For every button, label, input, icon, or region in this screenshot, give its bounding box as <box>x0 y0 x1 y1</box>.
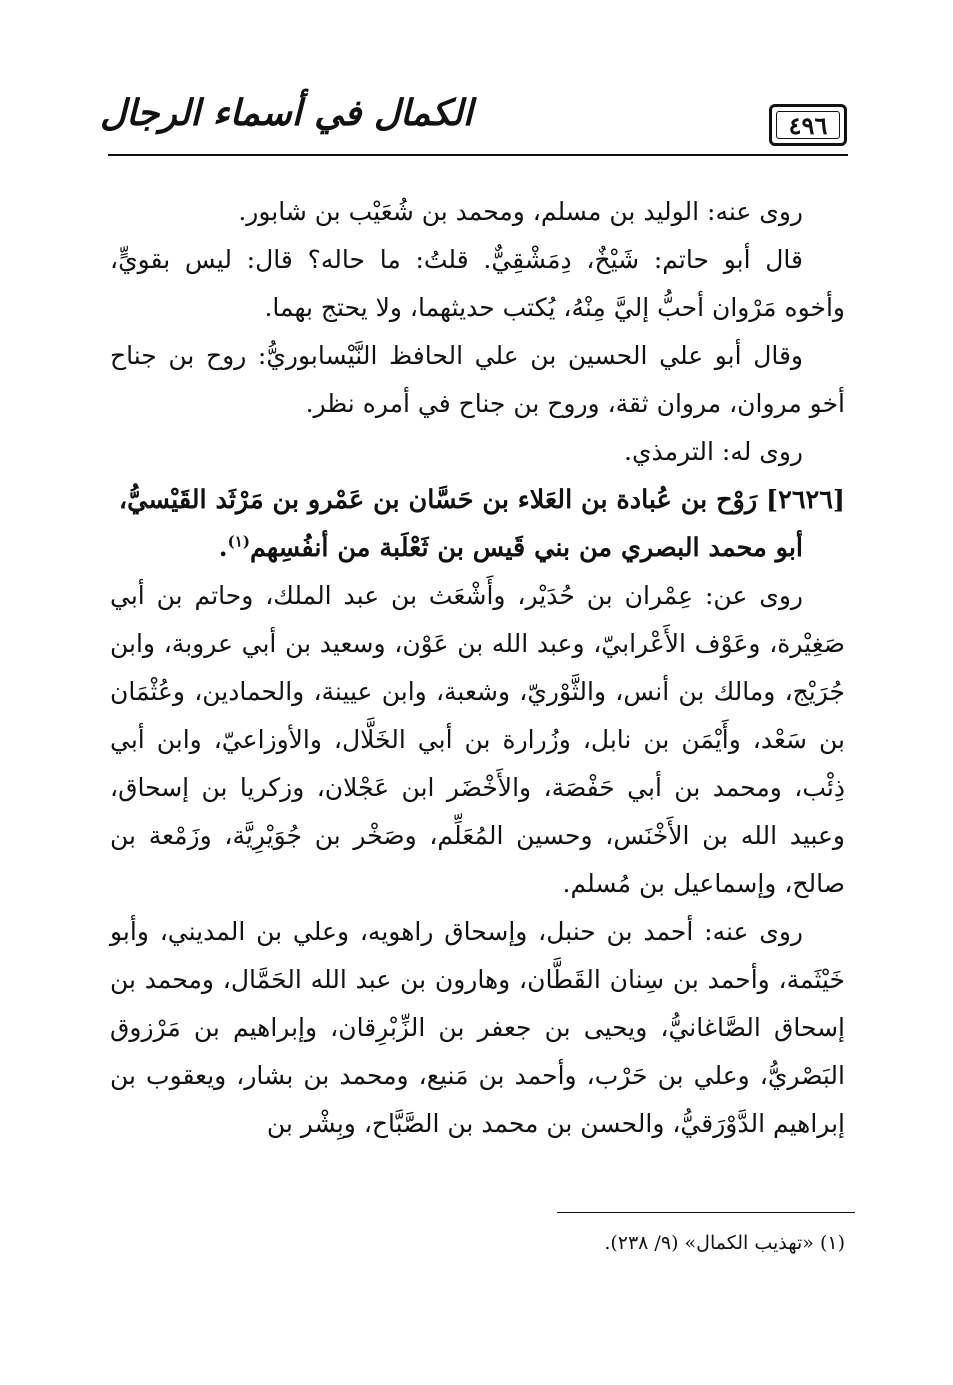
entry-heading-trailing: . <box>218 533 228 563</box>
entry-heading-line2-wrap <box>110 524 845 572</box>
page-number: ٤٩٦ <box>769 104 847 146</box>
paragraph-students: روى عنه: أحمد بن حنبل، وإسحاق راهويه، وعلي بن المديني، وأبو خَيْثَمة، وأحمد بن سِنان القَطَّان، وهارون بن عبد الله الحَمَّال، ومحمد بن إسحاق الصَّاغانيُّ، ويحيى بن جعفر بن الزِّبْرِقان، وإبراهيم بن مَرْزوق البَصْريُّ، وعلي بن حَرْب، وأحمد بن مَنيع، ومحمد بن بشار، ويعقوب بن إبراهيم الدَّوْرَقيُّ، والحسن بن محمد بن الصَّبَّاح، وبِشْر بن <box>110 917 845 1138</box>
running-title: الكمال في أسماء الرجال <box>100 92 473 134</box>
entry-heading <box>110 476 845 572</box>
footnote-1: (١) «تهذيب الكمال» (٩/ ٢٣٨). <box>604 1232 845 1254</box>
paragraph-naysaburi: وقال أبو علي الحسين بن علي الحافظ النَّيْسابوريُّ: روح بن جناح أخو مروان، مروان ثقة، وروح بن جناح في أمره نظر. <box>110 341 845 418</box>
entry-heading-line2: أبو محمد البصري من بني قَيس بن ثَعْلَبة من أنفُسِهم <box>249 533 803 563</box>
header-divider <box>108 154 848 156</box>
page-header <box>100 92 855 152</box>
paragraph-narrated-by: روى له: الترمذي. <box>624 437 803 466</box>
footnote-divider <box>557 1212 855 1213</box>
paragraph-narrators-from-him: روى عنه: الوليد بن مسلم، ومحمد بن شُعَيْب بن شابور. <box>238 197 803 226</box>
footnote-marker: (١) <box>227 532 250 551</box>
entry-heading-line1: [٢٦٢٦] رَوْح بن عُبادة بن العَلاء بن حَسَّان بن عَمْرو بن مَرْثَد القَيْسيُّ، <box>118 485 845 515</box>
paragraph-abu-hatim: قال أبو حاتم: شَيْخٌ، دِمَشْقِيٌّ. قلتُ: ما حاله؟ قال: ليس بقويٍّ، وأخوه مَرْوان أحبُّ إليَّ مِنْهُ، يُكتب حديثهما، ولا يحتج بهما. <box>110 245 845 322</box>
paragraph-teachers: روى عن: عِمْران بن حُدَيْر، وأَشْعَث بن عبد الملك، وحاتم بن أبي صَغِيْرة، وعَوْف الأَعْرابيّ، وعبد الله بن عَوْن، وسعيد بن أبي عروبة، وابن جُرَيْج، ومالك بن أنس، والثَّوْريّ، وشعبة، وابن عيينة، والحمادين، وعُثْمَان بن سَعْد، وأَيْمَن بن نابل، وزُرارة بن أبي الخَلَّال، والأوزاعيّ، وابن أبي ذِئْب، ومحمد بن أبي حَفْصَة، والأَخْضَر ابن عَجْلان، وزكريا بن إسحاق، وعبيد الله بن الأَخْنَس، وحسين المُعَلِّم، وصَخْر بن جُوَيْرِيَّة، وزَمْعة بن صالح، وإسماعيل بن مُسلم. <box>110 581 845 898</box>
main-text <box>110 188 845 1148</box>
